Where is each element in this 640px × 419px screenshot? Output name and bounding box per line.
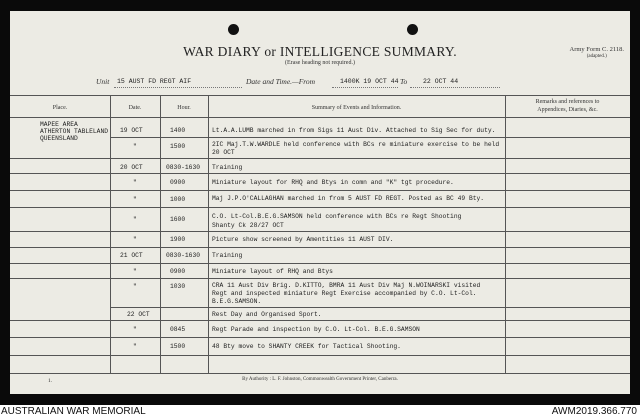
entry-text: C.O. Lt-Col.B.E.G.SAMSON held conference with BCs re Regt Shooting [212, 213, 462, 220]
col-header-place: Place. [52, 105, 68, 111]
place-line: MAPEE AREA [40, 121, 78, 128]
datetime-label: Date and Time.—From [246, 77, 316, 86]
entry-hour: 0830-1630 [166, 164, 201, 171]
row-rule [10, 278, 630, 279]
entry-text: 2IC Maj.T.W.WARDLE held conference with BCs re miniature exercise to be held [212, 141, 500, 148]
entry-hour: 1900 [170, 236, 186, 243]
entry-hour: 0900 [170, 268, 186, 275]
entry-date: " [133, 236, 137, 243]
entry-hour: 1030 [170, 283, 186, 290]
col-header-remarks-2: Appendices, Diaries, &c. [537, 107, 598, 113]
entry-hour: 1400 [170, 127, 186, 134]
from-value: 1400K 19 OCT 44 [340, 78, 399, 85]
entry-date: 19 OCT [120, 127, 143, 134]
place-line: ATHERTON TABLELAND [40, 128, 109, 135]
row-rule [10, 247, 630, 248]
entry-date: " [133, 196, 137, 203]
table-top-rule [10, 95, 630, 96]
row-rule [10, 207, 630, 208]
row-rule [10, 158, 630, 159]
archive-caption: AUSTRALIAN WAR MEMORIAL [1, 406, 146, 417]
row-rule [110, 307, 630, 308]
row-rule [10, 263, 630, 264]
document-subtitle: (Erase heading not required.) [285, 60, 355, 66]
entry-text: Maj J.P.O'CALLAGHAN marched in from 5 AUST FD REGT. Posted as BC 49 Bty. [212, 195, 485, 202]
printer-authority: By Authority : L. F. Johnston, Commonwealth Government Printer, Canberra. [242, 377, 398, 382]
row-rule [10, 231, 630, 232]
archive-reference: AWM2019.366.770 [551, 406, 637, 417]
entry-text: B.E.G.SAMSON. [212, 298, 262, 305]
to-label: To [400, 77, 408, 86]
entry-text: Training [212, 164, 243, 171]
punch-hole-right [407, 24, 418, 35]
col-header-summary: Summary of Events and Information. [311, 105, 402, 111]
col-header-hour: Hour. [177, 105, 191, 111]
entry-hour: 1500 [170, 343, 186, 350]
row-rule [10, 173, 630, 174]
document-title: WAR DIARY or INTELLIGENCE SUMMARY. [183, 44, 457, 59]
entry-hour: 0900 [170, 179, 186, 186]
entry-text: Picture show screened by Amentities 11 AUST DIV. [212, 236, 394, 243]
form-id-main: Army Form C. 2118. [569, 46, 624, 53]
from-dotted-line [332, 87, 398, 88]
entry-text: Shanty Ck 28/27 OCT [212, 222, 284, 229]
entry-date: " [133, 216, 137, 223]
col-header-remarks-1: Remarks and references to [535, 99, 600, 105]
entry-date: " [133, 179, 137, 186]
row-rule [10, 320, 630, 321]
diary-table [10, 95, 630, 375]
unit-label: Unit [96, 77, 110, 86]
place-line: QUEENSLAND [40, 135, 78, 142]
entry-text: Miniature layout for RHQ and Btys in comn and "K" tgt procedure. [212, 179, 454, 186]
entry-hour: 1500 [170, 143, 186, 150]
entry-text: 48 Bty move to SHANTY CREEK for Tactical Shooting. [212, 343, 401, 350]
col-header-date: Date. [128, 105, 142, 111]
sheet-number: 1. [48, 378, 53, 384]
entry-text: CRA 11 Aust Div Brig. D.KITTO, BMRA 11 Aust Div Maj N.WOINARSKI visited [212, 282, 481, 289]
to-value: 22 OCT 44 [423, 78, 459, 85]
entry-hour: 0845 [170, 326, 186, 333]
entry-text: Regt Parade and inspection by C.O. Lt-Col. B.E.G.SAMSON [212, 326, 420, 333]
entry-hour: 0830-1630 [166, 252, 201, 259]
entry-text: Lt.A.A.LUMB marched in from Sigs 11 Aust Div. Attached to Sig Sec for duty. [212, 127, 496, 134]
entry-date: 20 OCT [120, 164, 143, 171]
row-rule [10, 355, 630, 356]
punch-hole-left [228, 24, 239, 35]
entry-text: 20 OCT [212, 149, 235, 156]
entry-date: " [133, 326, 137, 333]
entry-text: Regt and inspected miniature Regt Exercise accompanied by C.O. Lt-Col. [212, 290, 477, 297]
table-bottom-rule [10, 373, 630, 374]
row-rule [110, 137, 630, 138]
entry-text: Training [212, 252, 243, 259]
unit-dotted-line [114, 87, 242, 88]
entry-date: " [133, 143, 137, 150]
entry-date: 21 OCT [120, 252, 143, 259]
form-id-sub: (adapted.) [586, 54, 607, 59]
entry-hour: 1000 [170, 196, 186, 203]
to-dotted-line [410, 87, 500, 88]
row-rule [10, 190, 630, 191]
entry-date: " [133, 343, 137, 350]
unit-value: 15 AUST FD REGT AIF [117, 78, 192, 85]
entry-text: Rest Day and Organised Sport. [212, 311, 322, 318]
entry-text: Miniature layout of RHQ and Btys [212, 268, 333, 275]
entry-date: " [133, 283, 137, 290]
entry-date: " [133, 268, 137, 275]
form-identifier [570, 46, 624, 60]
war-diary-sheet [10, 11, 630, 394]
entry-hour: 1600 [170, 216, 186, 223]
entry-date: 22 OCT [127, 311, 150, 318]
header-bottom-rule [10, 117, 630, 118]
row-rule [10, 337, 630, 338]
